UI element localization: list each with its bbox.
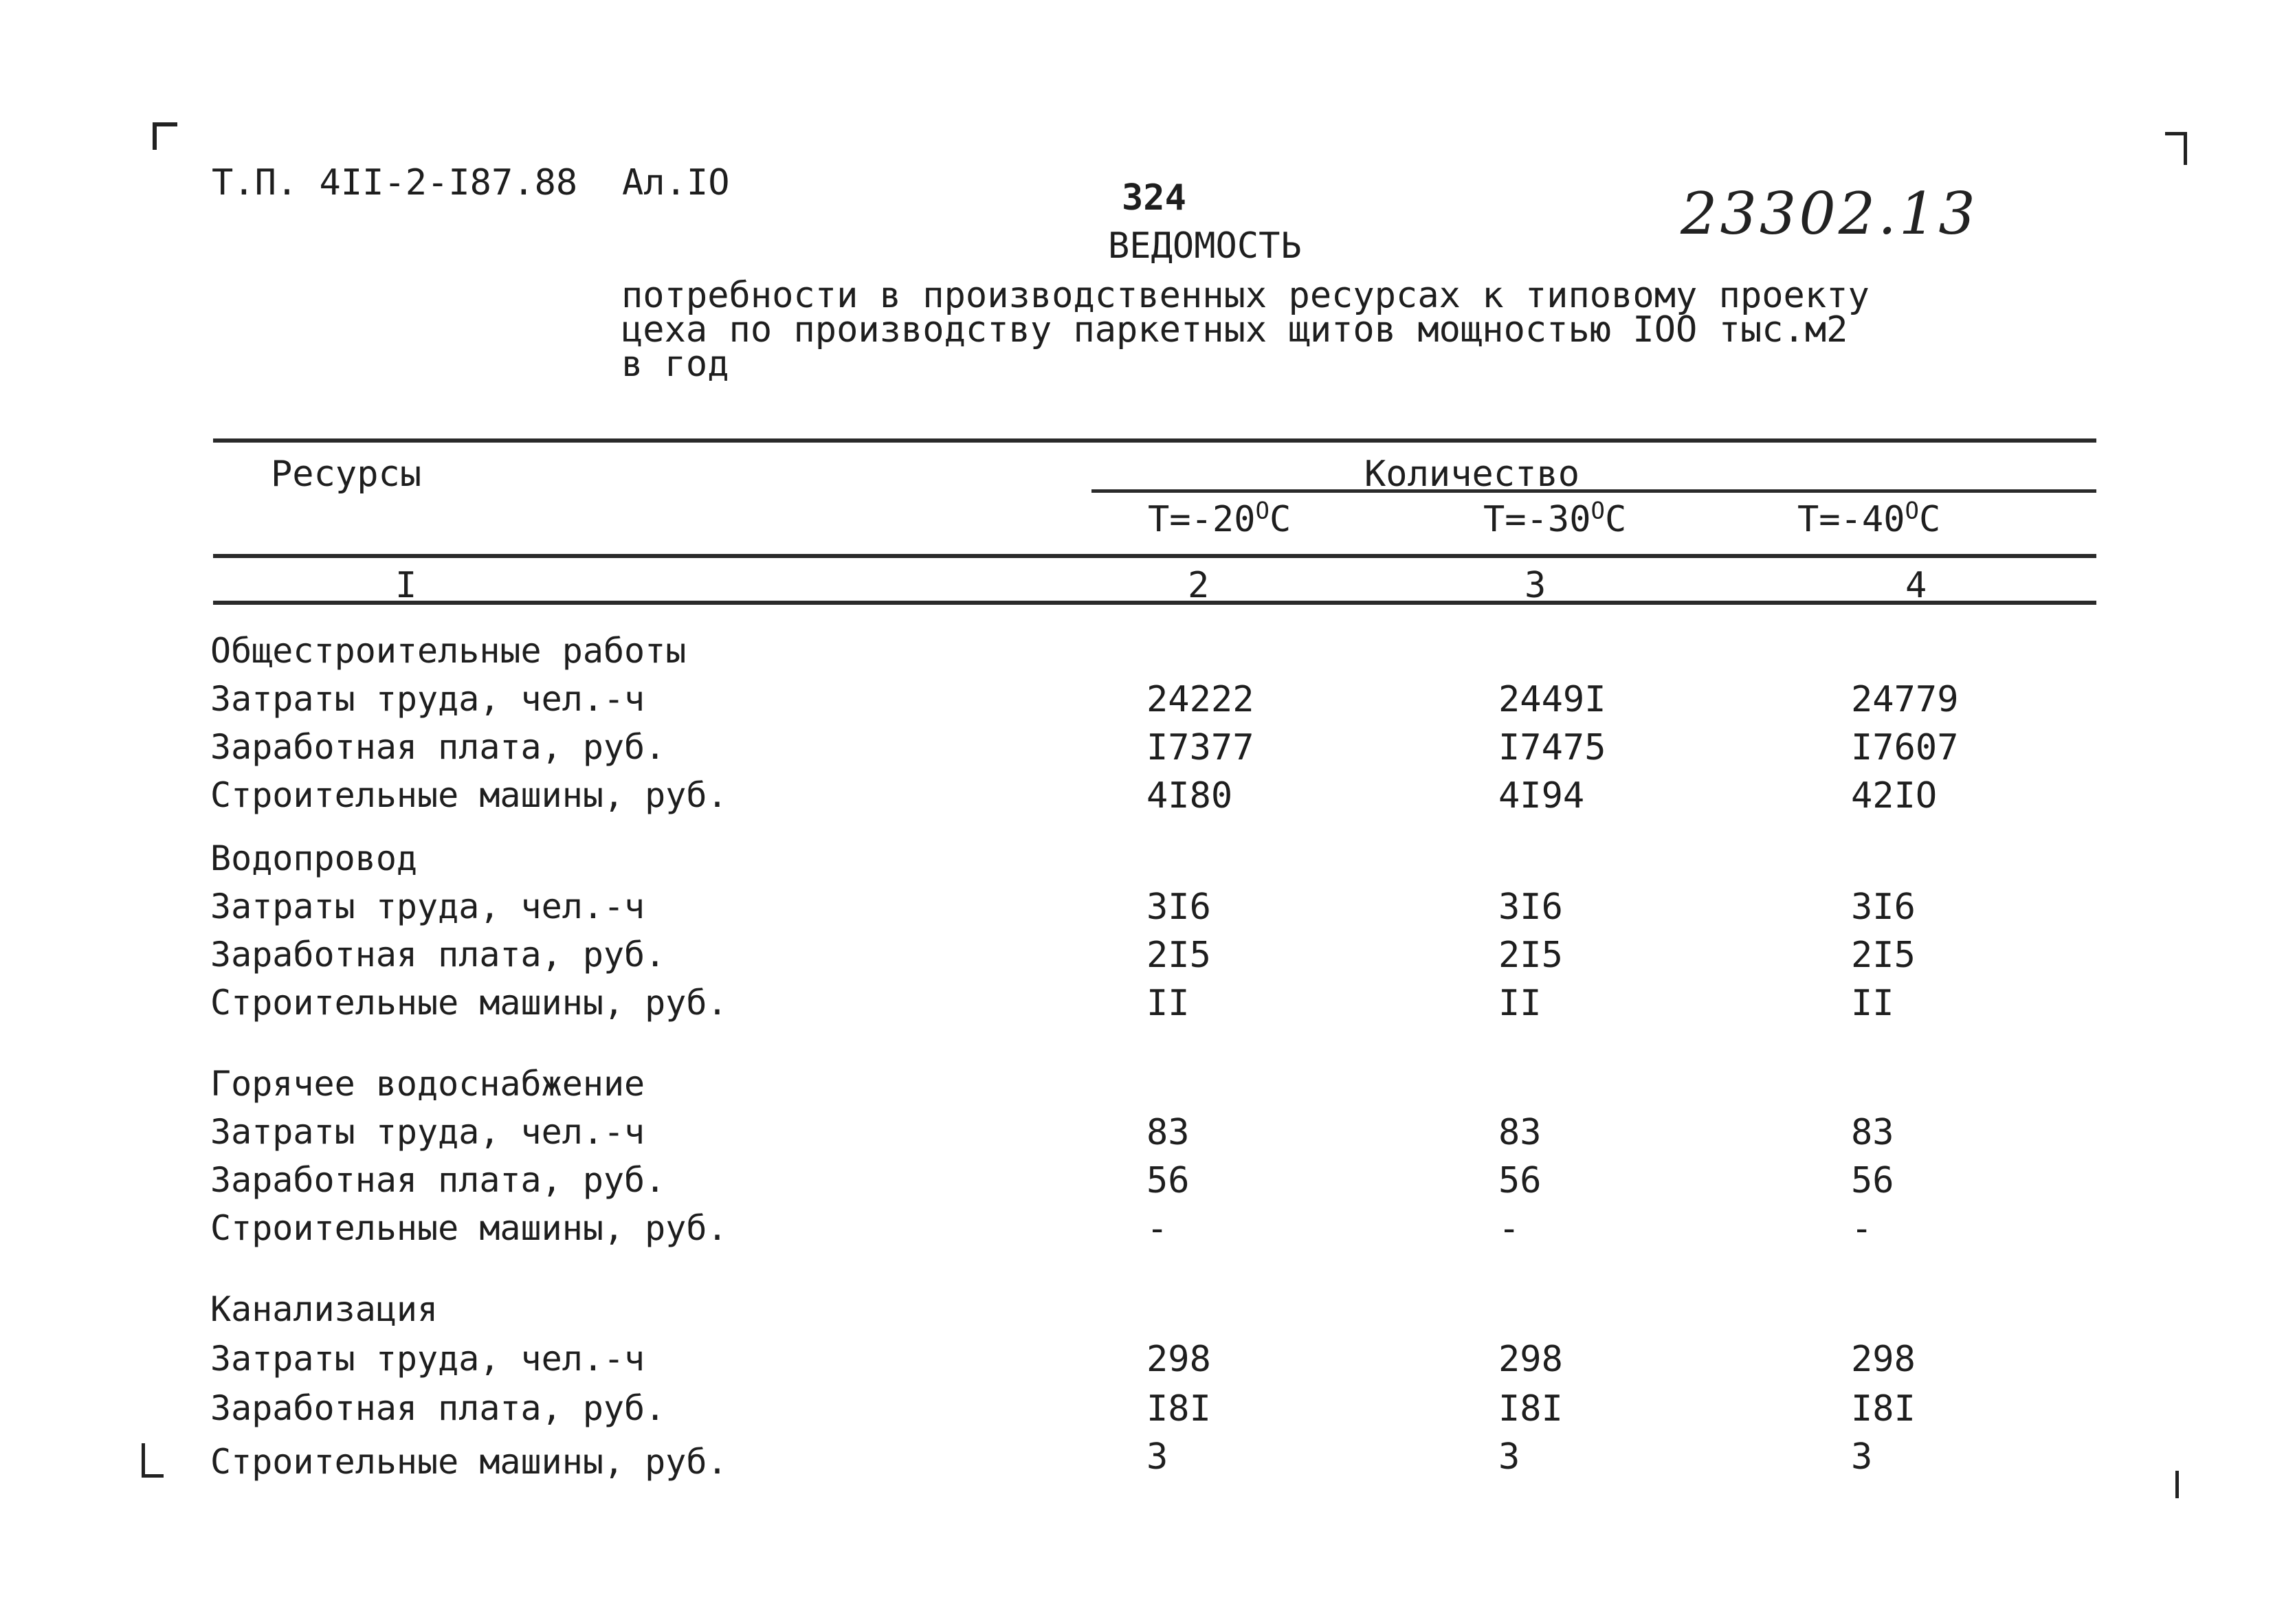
- row-label: Затраты труда, чел.-ч: [210, 1339, 645, 1379]
- table-cell: 3: [1498, 1436, 1520, 1478]
- title-line-1: потребности в производственных ресурсах к типовому проекту: [621, 275, 1870, 316]
- table-cell: 24222: [1146, 679, 1254, 720]
- document-designation: Т.П. 4II-2-I87.88: [212, 162, 578, 203]
- corner-mark-top-right-h: [2165, 132, 2186, 135]
- row-label: Строительные машины, руб.: [210, 1208, 728, 1248]
- numbers-bottom-rule: [213, 601, 2096, 605]
- row-label: Затраты труда, чел.-ч: [210, 1112, 645, 1152]
- table-cell: II: [1851, 983, 1894, 1024]
- corner-mark-bottom-left: [142, 1443, 145, 1476]
- column-number-3: 3: [1524, 565, 1546, 606]
- corner-mark-top-left-h: [153, 122, 177, 126]
- row-label: Строительные машины, руб.: [210, 775, 728, 815]
- table-cell: 42IO: [1851, 775, 1938, 816]
- table-cell: 2449I: [1498, 679, 1606, 720]
- row-label: Затраты труда, чел.-ч: [210, 887, 645, 926]
- table-cell: 298: [1498, 1339, 1563, 1380]
- degree-mark: O: [1590, 497, 1606, 525]
- temperature-col-3: [1797, 499, 1940, 540]
- temperature-unit: C: [1605, 499, 1627, 540]
- table-cell: I7475: [1498, 727, 1606, 768]
- table-cell: I8I: [1498, 1388, 1563, 1430]
- table-cell: 4I80: [1146, 775, 1233, 816]
- sheet-number: Ал.IO: [622, 162, 730, 203]
- row-label: Заработная плата, руб.: [210, 1388, 666, 1428]
- table-cell: 83: [1498, 1112, 1542, 1153]
- table-cell: I7377: [1146, 727, 1254, 768]
- temperature-col-3-value: T=-40: [1797, 499, 1905, 540]
- title-line-3: в год: [621, 344, 729, 385]
- temperature-col-2: [1483, 499, 1626, 540]
- title-line-2: цеха по производству паркетных щитов мощностью IOO тыс.м2: [621, 309, 1848, 351]
- temperature-col-1: [1148, 499, 1291, 540]
- header-bottom-rule: [213, 554, 2096, 558]
- table-cell: 83: [1146, 1112, 1190, 1153]
- temperature-col-2-value: T=-30: [1483, 499, 1591, 540]
- table-cell: 298: [1146, 1339, 1211, 1380]
- temperature-unit: C: [1919, 499, 1941, 540]
- table-cell: 3I6: [1851, 887, 1916, 928]
- corner-mark-top-right: [2184, 132, 2187, 165]
- table-cell: I8I: [1146, 1388, 1211, 1430]
- table-cell: 56: [1851, 1160, 1894, 1201]
- table-cell: I8I: [1851, 1388, 1916, 1430]
- page-number: 324: [1122, 177, 1186, 219]
- table-cell: 83: [1851, 1112, 1894, 1153]
- degree-mark: O: [1255, 497, 1270, 525]
- table-cell: 3: [1851, 1436, 1873, 1478]
- row-label: Строительные машины, руб.: [210, 983, 728, 1023]
- table-top-rule: [213, 438, 2096, 443]
- quantity-rule: [1091, 489, 2096, 493]
- row-label: Заработная плата, руб.: [210, 935, 666, 975]
- temperature-unit: C: [1269, 499, 1291, 540]
- row-label: Заработная плата, руб.: [210, 727, 666, 767]
- table-cell: -: [1498, 1208, 1520, 1249]
- row-label: Затраты труда, чел.-ч: [210, 679, 645, 719]
- table-cell: II: [1146, 983, 1190, 1024]
- table-cell: 298: [1851, 1339, 1916, 1380]
- table-cell: 3I6: [1498, 887, 1563, 928]
- corner-mark-bottom-right: [2175, 1471, 2179, 1498]
- table-cell: I7607: [1851, 727, 1959, 768]
- document-heading: ВЕДОМОСТЬ: [1108, 225, 1302, 267]
- section-title-hot-water: Горячее водоснабжение: [210, 1064, 645, 1104]
- column-number-4: 4: [1905, 565, 1927, 606]
- table-cell: 56: [1146, 1160, 1190, 1201]
- table-cell: -: [1851, 1208, 1873, 1249]
- table-cell: II: [1498, 983, 1542, 1024]
- table-cell: 3: [1146, 1436, 1168, 1478]
- section-title-general-construction: Общестроительные работы: [210, 631, 687, 671]
- degree-mark: O: [1905, 497, 1920, 525]
- section-title-sewerage: Канализация: [210, 1289, 439, 1329]
- corner-mark-top-left: [153, 122, 157, 150]
- row-label: Строительные машины, руб.: [210, 1442, 728, 1482]
- table-cell: 2I5: [1851, 935, 1916, 976]
- table-cell: 24779: [1851, 679, 1959, 720]
- table-cell: 2I5: [1498, 935, 1563, 976]
- column-header-resources: Ресурсы: [271, 454, 422, 495]
- column-number-1: I: [395, 565, 417, 606]
- table-cell: 4I94: [1498, 775, 1585, 816]
- temperature-col-1-value: T=-20: [1148, 499, 1256, 540]
- table-cell: 56: [1498, 1160, 1542, 1201]
- section-title-water-supply: Водопровод: [210, 838, 418, 878]
- row-label: Заработная плата, руб.: [210, 1160, 666, 1200]
- table-cell: -: [1146, 1208, 1168, 1249]
- handwritten-code: 23302.13: [1681, 180, 1978, 247]
- table-cell: 2I5: [1146, 935, 1211, 976]
- table-cell: 3I6: [1146, 887, 1211, 928]
- column-number-2: 2: [1188, 565, 1210, 606]
- column-header-quantity: Количество: [1364, 454, 1580, 495]
- corner-mark-bottom-left-h: [142, 1474, 164, 1478]
